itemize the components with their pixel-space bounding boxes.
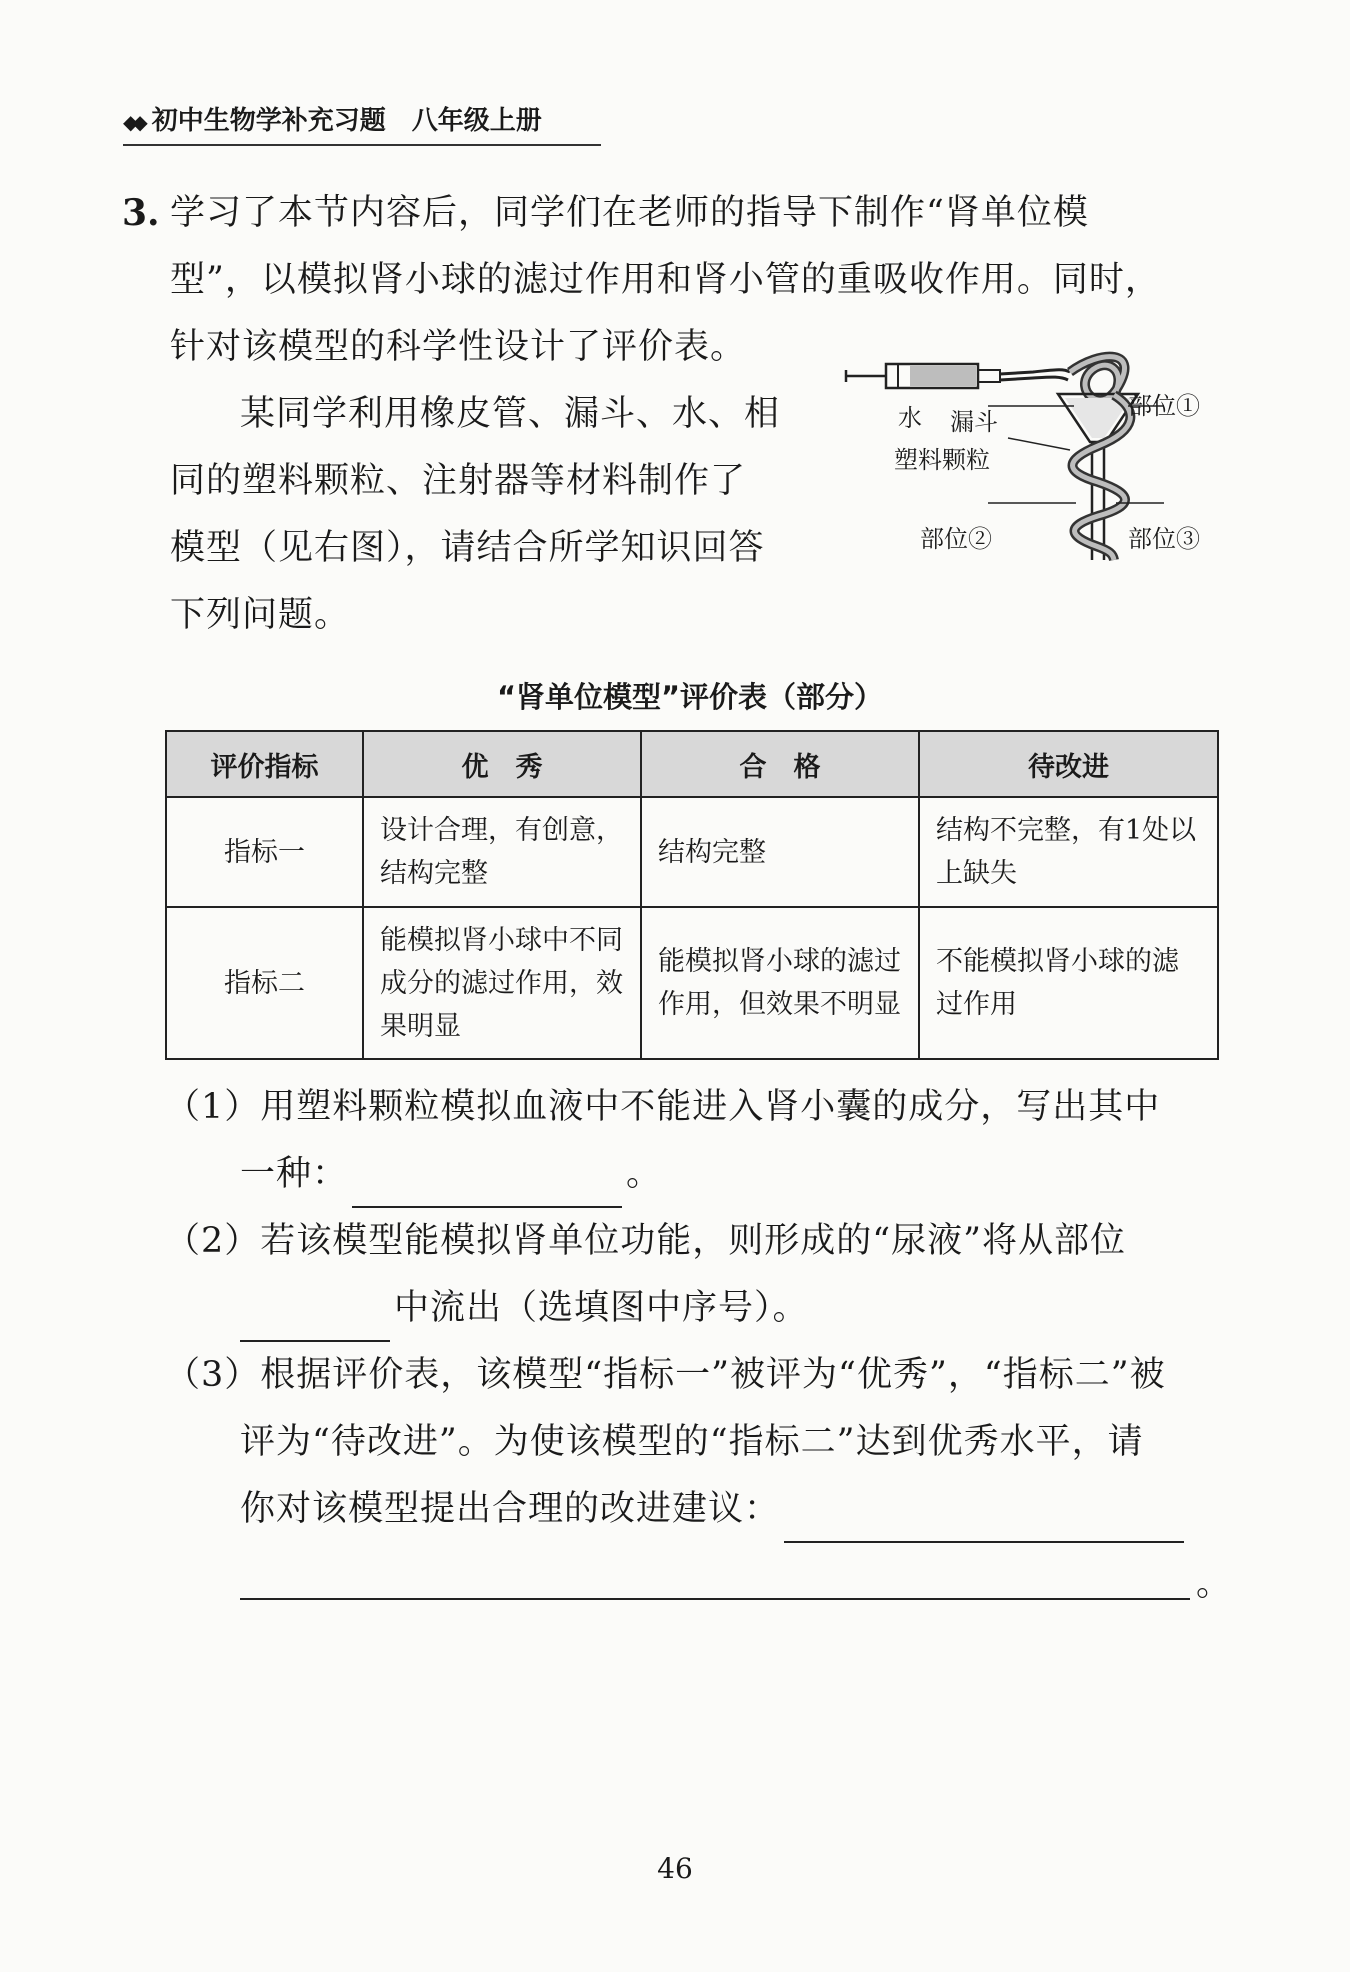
page-number: 46 bbox=[657, 1852, 693, 1885]
subquestion-2-suffix: 中流出（选填图中序号）。 bbox=[394, 1288, 809, 1328]
answer-line-3b[interactable] bbox=[240, 1598, 1190, 1600]
answer-blank-3[interactable] bbox=[784, 1497, 1184, 1543]
table-header-row bbox=[166, 731, 1218, 797]
table-cell: 指标一 bbox=[166, 797, 363, 907]
header-needs-improvement: 待改进 bbox=[919, 731, 1218, 797]
table-cell: 指标二 bbox=[166, 907, 363, 1059]
subquestion-2-line-2 bbox=[240, 1275, 809, 1342]
subquestion-3-end: 。 bbox=[1196, 1564, 1232, 1604]
header-qualified: 合 格 bbox=[641, 731, 919, 797]
evaluation-table bbox=[165, 730, 1219, 1060]
table-cell: 能模拟肾小球的滤过作用，但效果不明显 bbox=[641, 907, 919, 1059]
label-part1: 部位① bbox=[1128, 392, 1200, 420]
header-excellent: 优 秀 bbox=[363, 731, 641, 797]
question-number: 3. bbox=[122, 192, 160, 234]
subquestion-3-line-1: （3）根据评价表，该模型“指标一”被评为“优秀”，“指标二”被 bbox=[165, 1355, 1166, 1395]
label-water: 水 bbox=[898, 404, 922, 432]
label-funnel: 漏斗 bbox=[950, 408, 998, 436]
question-line-6: 模型（见右图），请结合所学知识回答 bbox=[170, 528, 765, 568]
subquestion-3-line-2: 评为“待改进”。为使该模型的“指标二”达到优秀水平，请 bbox=[240, 1422, 1144, 1462]
subquestion-3-prompt: 你对该模型提出合理的改进建议： bbox=[240, 1489, 781, 1529]
grade-label: 八年级上册 bbox=[411, 106, 542, 136]
book-title: 初中生物学补充习题 bbox=[151, 106, 386, 136]
diamond-icon: ◆◆ bbox=[123, 110, 142, 134]
question-line-2: 型”，以模拟肾小球的滤过作用和肾小管的重吸收作用。同时， bbox=[170, 260, 1161, 300]
question-line-1: 学习了本节内容后，同学们在老师的指导下制作“肾单位模 bbox=[170, 193, 1089, 233]
subquestion-2-line-1: （2）若该模型能模拟肾单位功能，则形成的“尿液”将从部位 bbox=[165, 1221, 1127, 1261]
subquestion-1-line-2 bbox=[240, 1141, 662, 1208]
question-line-5: 同的塑料颗粒、注射器等材料制作了 bbox=[170, 461, 747, 501]
answer-blank-2[interactable] bbox=[240, 1296, 390, 1342]
question-line-7: 下列问题。 bbox=[170, 595, 351, 635]
subquestion-1-line-1: （1）用塑料颗粒模拟血液中不能进入肾小囊的成分，写出其中 bbox=[165, 1087, 1161, 1127]
label-plastic-particles: 塑料颗粒 bbox=[894, 446, 990, 474]
table-row bbox=[166, 907, 1218, 1059]
subquestion-1-prefix: 一种： bbox=[240, 1154, 349, 1194]
answer-blank-1[interactable] bbox=[352, 1162, 622, 1208]
table-cell: 能模拟肾小球中不同成分的滤过作用，效果明显 bbox=[363, 907, 641, 1059]
table-title: “肾单位模型”评价表（部分） bbox=[496, 680, 884, 714]
table-cell: 设计合理，有创意，结构完整 bbox=[363, 797, 641, 907]
question-line-3: 针对该模型的科学性设计了评价表。 bbox=[170, 327, 747, 367]
running-header bbox=[123, 98, 601, 146]
subquestion-3-line-3 bbox=[240, 1476, 1188, 1543]
label-part2: 部位② bbox=[920, 525, 992, 553]
table-cell: 不能模拟肾小球的滤过作用 bbox=[919, 907, 1218, 1059]
table-cell: 结构完整 bbox=[641, 797, 919, 907]
nephron-model-figure bbox=[838, 350, 1238, 570]
table-cell: 结构不完整，有1处以上缺失 bbox=[919, 797, 1218, 907]
table-row bbox=[166, 797, 1218, 907]
question-line-4: 某同学利用橡皮管、漏斗、水、相 bbox=[240, 394, 781, 434]
subquestion-1-suffix: 。 bbox=[626, 1154, 663, 1194]
label-part3: 部位③ bbox=[1128, 525, 1200, 553]
header-criterion: 评价指标 bbox=[166, 731, 363, 797]
